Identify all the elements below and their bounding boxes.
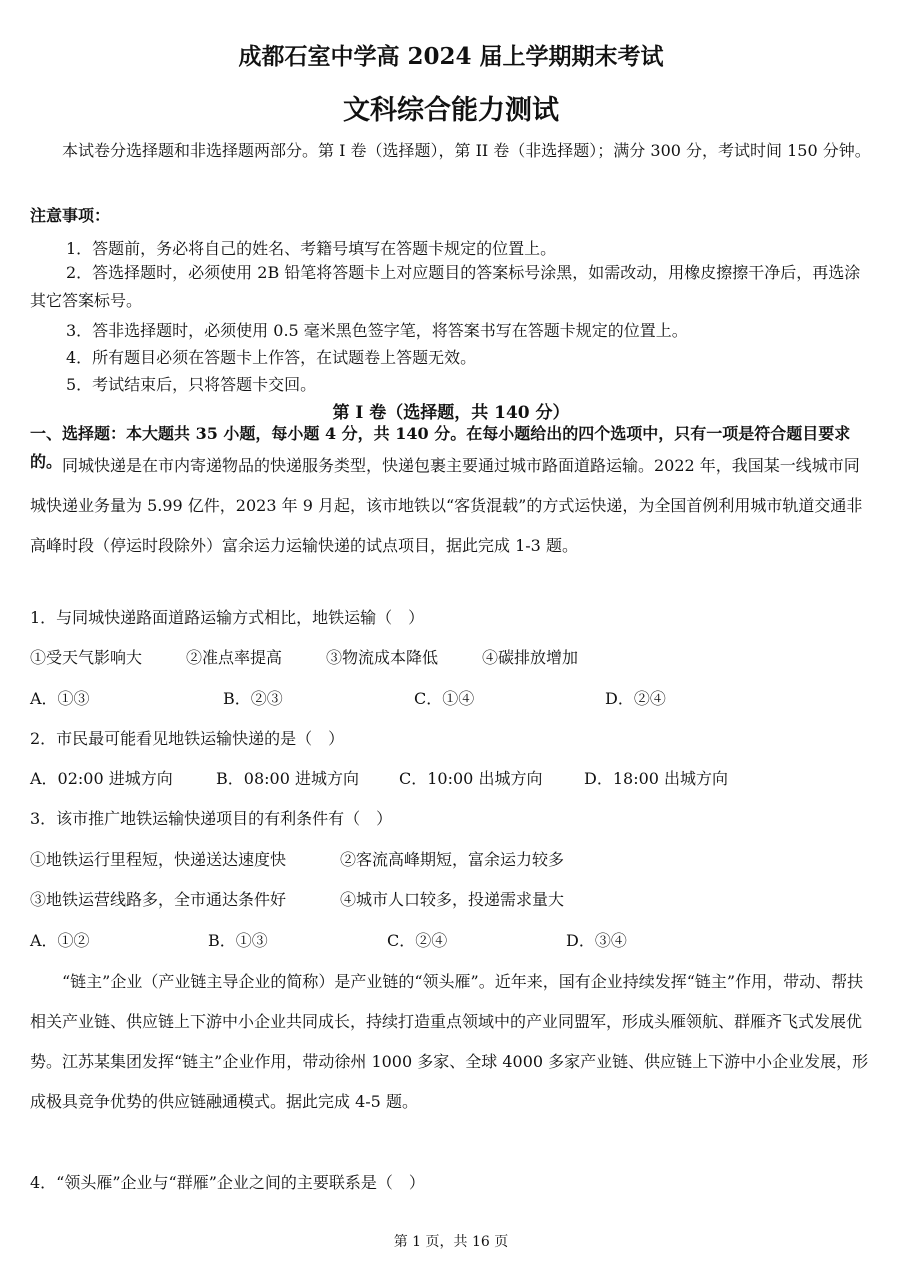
q3-option-a: A．①② bbox=[30, 931, 90, 950]
q1-statement-2: ②准点率提高 bbox=[186, 648, 283, 667]
question-3-stem: 3．该市推广地铁运输快递项目的有利条件有（ ） bbox=[30, 809, 393, 828]
q3-statement-3: ③地铁运营线路多，全市通达条件好 bbox=[30, 890, 287, 909]
note-item: 4．所有题目必须在答题卡上作答，在试题卷上答题无效。 bbox=[66, 348, 477, 367]
q1-option-a: A．①③ bbox=[30, 689, 90, 708]
section-instruction: 一、选择题：本大题共 35 小题，每小题 4 分，共 140 分。在每小题给出的四个选项中，只有一项是符合题目要求的。 bbox=[30, 424, 851, 471]
question-1-stem: 1．与同城快递路面道路运输方式相比，地铁运输（ ） bbox=[30, 608, 425, 627]
page-number: 第 1 页，共 16 页 bbox=[393, 1234, 509, 1250]
q2-option-a: A．02:00 进城方向 bbox=[30, 769, 173, 788]
note-item: 3．答非选择题时，必须使用 0.5 毫米黑色签字笔，将答案书写在答题卡规定的位置上。 bbox=[66, 321, 688, 340]
q3-statement-1: ①地铁运行里程短，快递送达速度快 bbox=[30, 850, 287, 869]
passage-express: 同城快递是在市内寄递物品的快递服务类型，快递包裹主要通过城市路面道路运输。2022 年，我国某一线城市同城快递业务量为 5.99 亿件，2023 年 9 月起，该市地铁以“客货混载”的方式运快递，为全国首例利用城市轨道交通非高峰时段（停运时段除外）富余运力运输快递的试点项目，据此完成 1-3 题。 bbox=[30, 456, 863, 555]
passage-chain-leader: “链主”企业（产业链主导企业的简称）是产业链的“领头雁”。近年来，国有企业持续发挥“链主”作用，带动、帮扶相关产业链、供应链上下游中小企业共同成长，持续打造重点领域中的产业同盟军，形成头雁领航、群雁齐飞式发展优势。江苏某集团发挥“链主”企业作用，带动徐州 1000 多家、全球 4000 多家产业链、供应链上下游中小企业发展，形成极具竞争优势的供应链融通模式。据此完成 4-5 题。 bbox=[30, 972, 869, 1111]
q2-option-d: D．18:00 出城方向 bbox=[584, 769, 729, 788]
section-heading: 第 I 卷（选择题，共 140 分） bbox=[332, 403, 570, 423]
q2-option-b: B．08:00 进城方向 bbox=[216, 769, 359, 788]
q1-statement-1: ①受天气影响大 bbox=[30, 648, 143, 667]
q3-statement-4: ④城市人口较多，投递需求量大 bbox=[340, 890, 565, 909]
q1-option-c: C．①④ bbox=[414, 689, 475, 708]
question-4-stem: 4．“领头雁”企业与“群雁”企业之间的主要联系是（ ） bbox=[30, 1173, 425, 1192]
question-2-stem: 2．市民最可能看见地铁运输快递的是（ ） bbox=[30, 729, 345, 748]
q1-option-d: D．②④ bbox=[605, 689, 666, 708]
q3-option-d: D．③④ bbox=[566, 931, 627, 950]
q2-option-c: C．10:00 出城方向 bbox=[399, 769, 543, 788]
exam-title: 成都石室中学高 2024 届上学期期末考试 bbox=[238, 43, 664, 70]
q1-statement-4: ④碳排放增加 bbox=[482, 648, 579, 667]
q3-statement-2: ②客流高峰期短，富余运力较多 bbox=[340, 850, 565, 869]
q1-statement-3: ③物流成本降低 bbox=[326, 648, 439, 667]
intro-paragraph: 本试卷分选择题和非选择题两部分。第 I 卷（选择题），第 II 卷（非选择题）；满分 300 分，考试时间 150 分钟。 bbox=[62, 141, 871, 160]
note-item: 5．考试结束后，只将答题卡交回。 bbox=[66, 375, 317, 394]
q3-option-b: B．①③ bbox=[208, 931, 268, 950]
exam-page bbox=[30, 0, 872, 1279]
notes-heading: 注意事项： bbox=[30, 206, 111, 225]
q1-option-b: B．②③ bbox=[223, 689, 283, 708]
note-item: 1．答题前，务必将自己的姓名、考籍号填写在答题卡规定的位置上。 bbox=[66, 239, 557, 258]
q3-option-c: C．②④ bbox=[387, 931, 448, 950]
exam-subtitle: 文科综合能力测试 bbox=[343, 95, 559, 126]
note-item: 2．答选择题时，必须使用 2B 铅笔将答题卡上对应题目的答案标号涂黑，如需改动，用橡皮擦擦干净后，再选涂其它答案标号。 bbox=[30, 263, 861, 310]
